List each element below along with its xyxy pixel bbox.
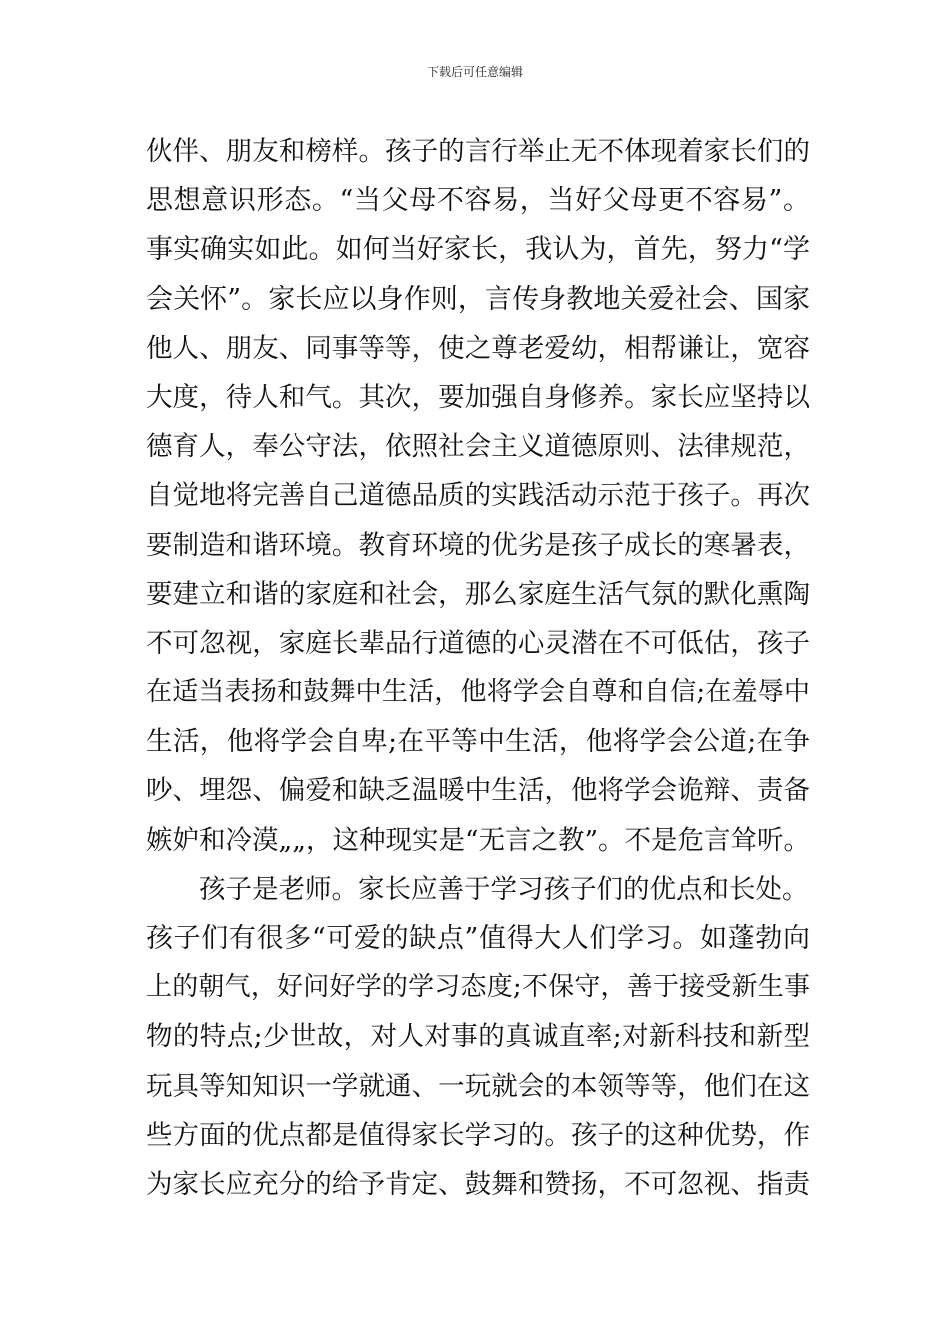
text-line: 为家长应充分的给予肯定、鼓舞和赞扬，不可忽视、指责 [146,1168,810,1200]
document-body [146,127,810,1209]
text-line: 吵、埋怨、偏爱和缺乏温暖中生活，他将学会诡辩、责备 [146,775,810,807]
page-header: 下载后可任意编辑 [426,65,523,79]
text-line: 大度，待人和气。其次，要加强自身修养。家长应坚持以 [146,381,810,413]
text-line: 嫉妒和冷漠„„，这种现实是“无言之教”。不是危言耸听。 [146,824,811,856]
text-line: 要制造和谐环境。教育环境的优劣是孩子成长的寒暑表， [146,529,810,561]
text-line: 生活，他将学会自卑;在平等中生活，他将学会公道;在争 [146,726,810,758]
text-line: 伙伴、朋友和榜样。孩子的言行举止无不体现着家长们的 [146,136,810,167]
text-line: 物的特点;少世故，对人对事的真诚直率;对新科技和新型 [146,1021,810,1053]
text-line: 事实确实如此。如何当好家长，我认为，首先，努力“学 [146,234,810,266]
text-line: 自觉地将完善自己道德品质的实践活动示范于孩子。再次 [146,480,810,512]
text-line: 孩子们有很多“可爱的缺点”值得大人们学习。如蓬勃向 [146,923,810,954]
text-line: 他人、朋友、同事等等，使之尊老爱幼，相帮谦让，宽容 [146,332,810,364]
text-line: 不可忽视，家庭长辈品行道德的心灵潜在不可低估，孩子 [146,627,810,659]
text-line: 会关怀”。家长应以身作则，言传身教地关爱社会、国家 [146,283,810,315]
text-line: 思想意识形态。“当父母不容易，当好父母更不容易”。 [146,185,810,217]
text-line: 在适当表扬和鼓舞中生活，他将学会自尊和自信;在羞辱中 [146,677,810,708]
text-line: 德育人，奉公守法，依照社会主义道德原则、法律规范， [146,431,810,463]
text-line: 些方面的优点都是值得家长学习的。孩子的这种优势，作 [146,1119,810,1151]
text-line: 玩具等知知识一学就通、一玩就会的本领等等，他们在这 [146,1070,810,1102]
text-line: 要建立和谐的家庭和社会，那么家庭生活气氛的默化熏陶 [146,578,810,610]
text-line: 上的朝气，好问好学的学习态度;不保守，善于接受新生事 [146,972,810,1003]
paragraph-start-line: 孩子是老师。家长应善于学习孩子们的优点和长处。 [146,873,809,905]
